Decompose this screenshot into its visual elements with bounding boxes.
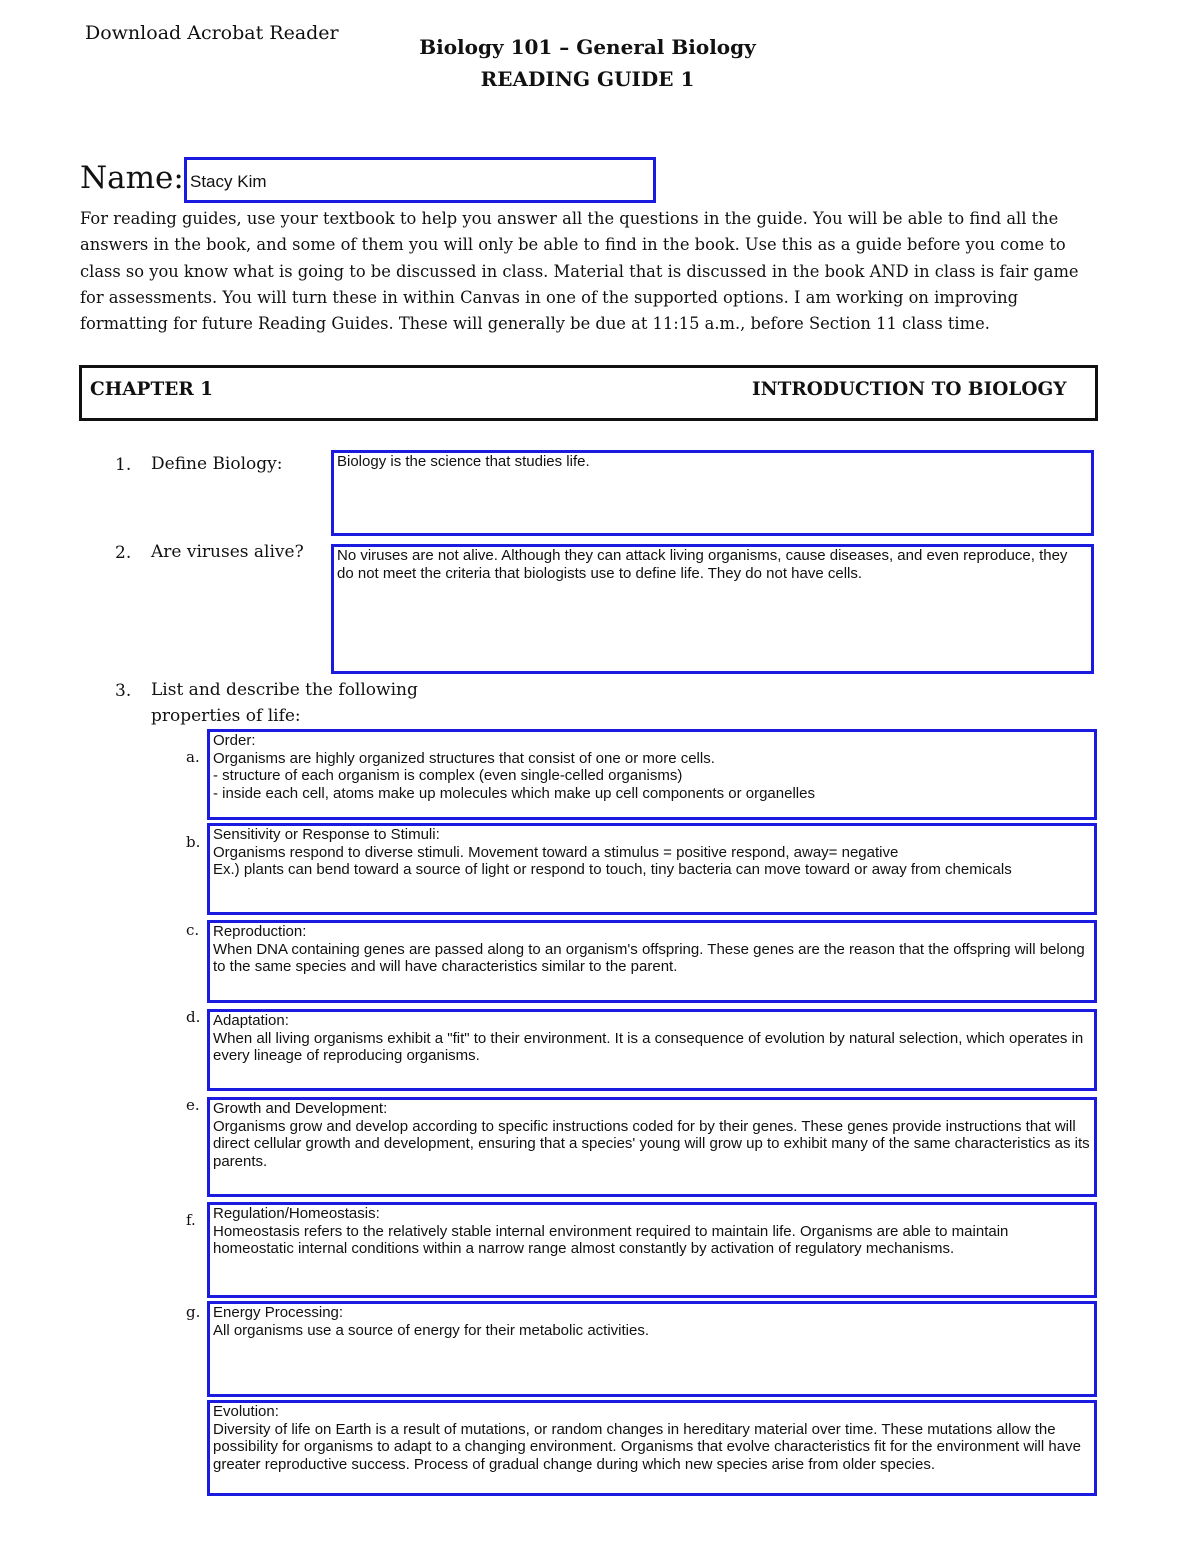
property-letter: f. bbox=[186, 1211, 196, 1229]
answer-field-define-biology[interactable]: Biology is the science that studies life. bbox=[331, 450, 1094, 536]
question-text-line1: List and describe the following bbox=[151, 680, 418, 700]
property-letter: b. bbox=[186, 833, 201, 851]
answer-field-energy-processing[interactable]: Energy Processing: All organisms use a source of energy for their metabolic activities. bbox=[207, 1301, 1097, 1397]
document-title: Biology 101 – General Biology bbox=[419, 35, 756, 59]
answer-field-adaptation[interactable]: Adaptation: When all living organisms exhibit a "fit" to their environment. It is a consequence of evolution by natural selection, which operates in every lineage of reproducing organisms. bbox=[207, 1009, 1097, 1091]
property-letter: c. bbox=[186, 921, 200, 939]
document-subtitle: READING GUIDE 1 bbox=[480, 67, 695, 91]
question-text: Are viruses alive? bbox=[151, 542, 304, 562]
question-number: 1. bbox=[115, 455, 132, 475]
answer-field-order[interactable]: Order: Organisms are highly organized structures that consist of one or more cells. - structure of each organism is complex (even single-celled organisms) - inside each cell, atoms make up molecules which make up cell components or organelles bbox=[207, 729, 1097, 820]
property-letter: d. bbox=[186, 1008, 201, 1026]
chapter-title: INTRODUCTION TO BIOLOGY bbox=[752, 379, 1067, 400]
name-label: Name: bbox=[80, 160, 184, 196]
answer-field-sensitivity[interactable]: Sensitivity or Response to Stimuli: Organisms respond to diverse stimuli. Movement toward a stimulus = positive respond, away= negative Ex.) plants can bend toward a source of light or respond to touch, tiny bacteria can move toward or away from chemicals bbox=[207, 823, 1097, 915]
question-number: 2. bbox=[115, 543, 132, 563]
answer-field-evolution[interactable]: Evolution: Diversity of life on Earth is a result of mutations, or random changes in hereditary material over time. These mutations allow the possibility for organisms to adapt to a changing environment. Organisms that evolve characteristics fit for the environment will have greater reproductive success. Process of gradual change during which new species arise from older species. bbox=[207, 1400, 1097, 1496]
property-letter: a. bbox=[186, 748, 200, 766]
chapter-number: CHAPTER 1 bbox=[90, 379, 214, 400]
question-text: Define Biology: bbox=[151, 454, 283, 474]
instructions-paragraph: For reading guides, use your textbook to help you answer all the questions in the guide. You will be able to find all the answers in the book, and some of them you will only be able to find in the book. Use this as a guide before you come to class so you know what is going to be discussed in class. Material that is discussed in the book AND in class is fair game for assessments. You will turn these in within Canvas in one of the supported options. I am working on improving formatting for future Reading Guides. These will generally be due at 11:15 a.m., before Section 11 class time. bbox=[80, 209, 1079, 334]
answer-field-growth-development[interactable]: Growth and Development: Organisms grow and develop according to specific instructions coded for by their genes. These genes provide instructions that will direct cellular growth and development, ensuring that a species' young will grow up to exhibit many of the same characteristics as its parents. bbox=[207, 1097, 1097, 1197]
property-letter: g. bbox=[186, 1303, 201, 1321]
answer-field-reproduction[interactable]: Reproduction: When DNA containing genes are passed along to an organism's offspring. These genes are the reason that the offspring will belong to the same species and will have characteristics similar to the parent. bbox=[207, 920, 1097, 1003]
answer-field-regulation[interactable]: Regulation/Homeostasis: Homeostasis refers to the relatively stable internal environment required to maintain life. Organisms are able to maintain homeostatic internal conditions within a narrow range almost constantly by activation of regulatory mechanisms. bbox=[207, 1202, 1097, 1298]
answer-field-viruses-alive[interactable]: No viruses are not alive. Although they can attack living organisms, cause diseases, and even reproduce, they do not meet the criteria that biologists use to define life. They do not have cells. bbox=[331, 544, 1094, 674]
question-number: 3. bbox=[115, 681, 132, 701]
question-text-line2: properties of life: bbox=[151, 706, 301, 726]
property-letter: e. bbox=[186, 1096, 200, 1114]
name-field[interactable]: Stacy Kim bbox=[184, 157, 656, 203]
download-acrobat-link[interactable]: Download Acrobat Reader bbox=[85, 22, 339, 44]
